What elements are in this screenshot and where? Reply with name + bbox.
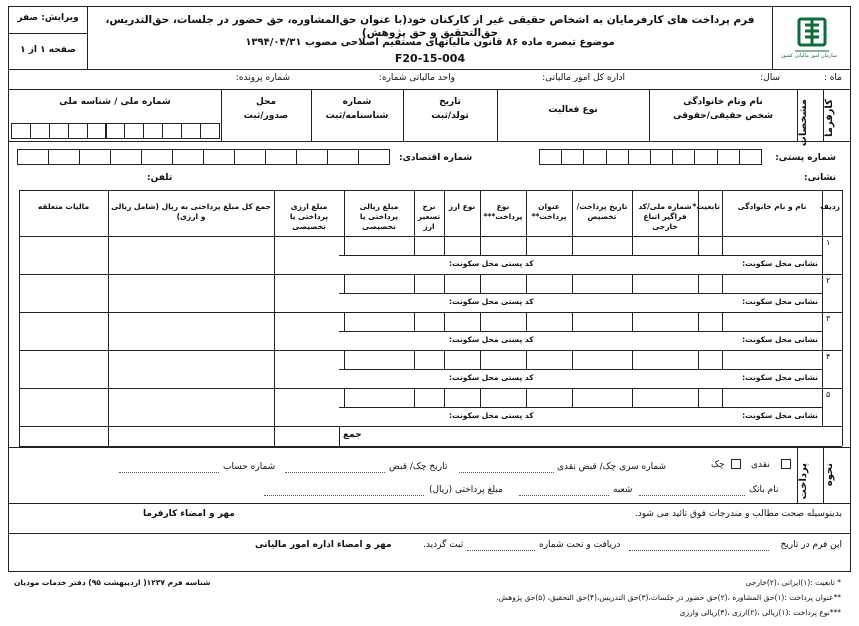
column-header-row: ردیف [820, 202, 840, 211]
cell-divider [572, 312, 573, 331]
postal-code-digit-box[interactable] [672, 149, 695, 165]
footnote-nationality: * تابعیت :(۱)ایرانی ،(۲)خارجی [745, 578, 841, 587]
cell-divider [444, 236, 445, 255]
cell-divider [722, 312, 723, 331]
check-series-field[interactable] [459, 472, 554, 473]
row-bottom [19, 426, 842, 427]
phone-label: تلفن: [147, 173, 173, 183]
national-id-digit-box[interactable] [30, 123, 50, 139]
cell-divider [444, 388, 445, 407]
cell-divider [274, 274, 275, 312]
sum-divider [274, 426, 275, 446]
column-divider [572, 190, 573, 236]
column-divider [722, 190, 723, 236]
cell-divider [344, 312, 345, 331]
column-divider [632, 190, 633, 236]
cell-divider [274, 388, 275, 426]
postal-code-digit-box[interactable] [606, 149, 629, 165]
logo-caption: سازمان امور مالیاتی کشور [781, 53, 837, 59]
cell-divider [108, 236, 109, 274]
payment-side-label-2: پرداخت [798, 463, 809, 500]
economic-code-digit-box[interactable] [327, 149, 359, 165]
cell-divider [526, 274, 527, 293]
cell-divider [108, 388, 109, 426]
header-bottom-line [9, 69, 850, 70]
employer-side-label: کارفرما [824, 99, 835, 138]
postal-code-digit-box[interactable] [739, 149, 762, 165]
postal-code-digit-box[interactable] [717, 149, 740, 165]
cell-divider [698, 274, 699, 293]
cash-label: نقدی [751, 460, 770, 470]
economic-code-digit-box[interactable] [48, 149, 80, 165]
cell-divider [698, 312, 699, 331]
cell-divider [480, 236, 481, 255]
column-header-rial: مبلغ ریالی پرداختی یا تخصیصی [359, 202, 399, 231]
national-id-digit-box[interactable] [11, 123, 31, 139]
economic-code-digit-box[interactable] [296, 149, 328, 165]
national-id-digit-box[interactable] [49, 123, 69, 139]
cell-divider [480, 350, 481, 369]
cell-divider [344, 350, 345, 369]
national-id-digit-box[interactable] [124, 123, 144, 139]
column-divider [444, 190, 445, 236]
cell-divider [632, 236, 633, 255]
table-header-bottom [19, 236, 842, 237]
residence-address-label: نشانی محل سکونت: [742, 335, 818, 344]
cell-divider [274, 236, 275, 274]
national-id-boxes[interactable] [11, 123, 219, 139]
cell-divider [632, 350, 633, 369]
national-id-header: شماره ملی / شناسه ملی [59, 97, 171, 107]
number-header: شماره [342, 97, 372, 107]
column-header-fx: مبلغ ارزی پرداختی یا تخصیصی [289, 202, 329, 231]
cell-divider [108, 350, 109, 388]
column-divider [822, 190, 823, 236]
cell-divider [572, 350, 573, 369]
row-bottom [19, 274, 842, 275]
account-number-label: شماره حساب [223, 462, 276, 472]
cell-divider [274, 312, 275, 350]
bank-name-label: نام بانک [749, 485, 779, 495]
national-id-digit-box[interactable] [143, 123, 163, 139]
column-divider [480, 190, 481, 236]
residence-postal-label: کد پستی محل سکونت: [449, 411, 534, 420]
cell-divider [632, 274, 633, 293]
form-title: فرم پرداخت های کارفرمایان به اشخاص حقیقی غیر از کارکنان خود(با عنوان حق‌المشاوره، حق حضور در جلسات، حق‌التدریس، حق‌التحقیق و حق پژوهش) [105, 14, 755, 39]
postal-code-digit-box[interactable] [561, 149, 584, 165]
row-midline [339, 331, 822, 332]
cell-divider [414, 350, 415, 369]
payment-side-label: نحوه [824, 463, 835, 487]
economic-code-label: شماره اقتصادی: [399, 153, 473, 163]
cell-divider [822, 350, 823, 388]
cell-divider [414, 312, 415, 331]
residence-postal-label: کد پستی محل سکونت: [449, 259, 534, 268]
national-id-digit-box[interactable] [87, 123, 107, 139]
tax-form [8, 6, 851, 572]
cell-divider [108, 274, 109, 312]
cell-divider [526, 236, 527, 255]
economic-code-digit-box[interactable] [17, 149, 49, 165]
receipt-text-3: ثبت گردید. [423, 540, 464, 550]
tax-unit-label: واحد مالیاتی شماره: [378, 73, 455, 83]
residence-postal-label: کد پستی محل سکونت: [449, 297, 534, 306]
residence-address-label: نشانی محل سکونت: [742, 373, 818, 382]
year-label: سال: [760, 73, 780, 83]
check-series-label: شماره سری چک/ قبض نقدی [557, 462, 667, 472]
branch-field[interactable] [519, 495, 609, 496]
cell-divider [822, 312, 823, 350]
table-top [19, 190, 842, 191]
table-right [842, 190, 843, 446]
footnote-payment-title: **عنوان پرداخت :(۱)حق المشاوره ،(۲)حق حضور در جلسات،(۳)حق التدریس،(۴)حق التحقیق، (۵)حق پژوهش. [496, 593, 841, 602]
check-checkbox[interactable] [731, 459, 741, 469]
column-divider [526, 190, 527, 236]
cell-divider [414, 274, 415, 293]
office-seal-label: مهر و امضاء اداره امور مالیاتی [255, 540, 392, 550]
cell-divider [632, 312, 633, 331]
cell-divider [274, 350, 275, 388]
column-header-date: تاریخ پرداخت/تخصیص [576, 202, 628, 221]
cell-divider [698, 236, 699, 255]
economic-code-digit-box[interactable] [110, 149, 142, 165]
row-midline [339, 293, 822, 294]
postal-code-digit-box[interactable] [650, 149, 673, 165]
row-bottom [19, 388, 842, 389]
header-divider-left [87, 7, 88, 69]
column-header-id: شماره ملی/کد فراگیر اتباع خارجی [638, 202, 692, 231]
economic-code-digit-box[interactable] [265, 149, 297, 165]
cell-divider [572, 388, 573, 407]
column-header-currency: نوع ارز [448, 202, 476, 211]
row-midline [339, 407, 822, 408]
cell-divider [822, 274, 823, 312]
bank-name-field[interactable] [639, 495, 745, 496]
national-id-digit-box[interactable] [106, 123, 126, 139]
row-midline [339, 369, 822, 370]
cell-divider [344, 274, 345, 293]
cell-divider [480, 274, 481, 293]
cell-divider [698, 350, 699, 369]
tax-office-label: اداره کل امور مالیاتی: [542, 73, 625, 83]
cell-divider [480, 312, 481, 331]
check-label: چک [711, 460, 725, 470]
economic-code-digit-box[interactable] [358, 149, 390, 165]
column-header-type: نوع پرداخت*** [483, 202, 523, 221]
cell-divider [526, 388, 527, 407]
cell-divider [444, 274, 445, 293]
payees-table [19, 190, 842, 440]
sum-divider [339, 426, 340, 446]
column-header-tax: مالیات متعلقه [37, 202, 90, 211]
form-code: F20-15-004 [394, 52, 466, 65]
employer-side-label-2: مشخصات [798, 99, 809, 147]
column-divider [414, 190, 415, 236]
cell-divider [722, 350, 723, 369]
cell-divider [444, 312, 445, 331]
row-midline [339, 255, 822, 256]
row-bottom [19, 312, 842, 313]
cell-divider [722, 388, 723, 407]
residence-address-label: نشانی محل سکونت: [742, 259, 818, 268]
form-subtitle: موضوع تبصره ماده ۸۶ قانون مالیاتهای مستقیم اصلاحی مصوب ۱۳۹۴/۰۴/۳۱ [245, 37, 615, 48]
economic-code-digit-box[interactable] [172, 149, 204, 165]
cell-divider [414, 388, 415, 407]
file-number-label: شماره پرونده: [235, 73, 290, 83]
postal-code-digit-box[interactable] [583, 149, 606, 165]
cell-divider [414, 236, 415, 255]
account-number-field[interactable] [119, 472, 219, 473]
number-subheader: شناسنامه/ثبت [325, 111, 389, 121]
column-divider [698, 190, 699, 236]
confirm-text: بدینوسیله صحت مطالب و مندرجات فوق تائید می شود. [634, 509, 842, 519]
page-indicator: صفحه ۱ از ۱ [20, 45, 76, 55]
cell-divider [722, 236, 723, 255]
place-header: محل [255, 97, 277, 107]
employer-seal-label: مهر و امضاء کارفرما [143, 509, 235, 519]
amount-field[interactable] [264, 495, 424, 496]
column-header-nationality: تابعیت* [692, 202, 720, 211]
postal-code-label: شماره پستی: [775, 153, 836, 163]
header-divider-right [772, 7, 773, 69]
table-left [19, 190, 20, 446]
cell-divider [822, 388, 823, 426]
residence-postal-label: کد پستی محل سکونت: [449, 335, 534, 344]
residence-address-label: نشانی محل سکونت: [742, 411, 818, 420]
residence-postal-label: کد پستی محل سکونت: [449, 373, 534, 382]
economic-code-boxes[interactable] [17, 149, 389, 165]
cell-divider [344, 388, 345, 407]
economic-code-digit-box[interactable] [234, 149, 266, 165]
cell-divider [108, 312, 109, 350]
national-id-digit-box[interactable] [162, 123, 182, 139]
row-bottom [19, 350, 842, 351]
row-number: ۱ [826, 238, 831, 247]
cell-divider [444, 350, 445, 369]
national-id-digit-box[interactable] [200, 123, 220, 139]
column-header-name: نام و نام خانوادگی [737, 202, 807, 211]
cell-divider [344, 236, 345, 255]
check-date-label: تاریخ چک/ قبض [389, 462, 448, 472]
check-date-field[interactable] [285, 472, 385, 473]
cell-divider [722, 274, 723, 293]
amount-label: مبلغ پرداختی (ریال) [429, 485, 503, 495]
branch-label: شعبه [613, 485, 633, 495]
row-number: ۴ [826, 352, 831, 361]
cell-divider [698, 388, 699, 407]
cell-divider [572, 274, 573, 293]
receipt-text-1: این فرم در تاریخ [780, 540, 842, 550]
address-label: نشانی: [803, 173, 836, 183]
receipt-text-2: دریافت و تحت شماره [539, 540, 621, 550]
sum-label: جمع [343, 430, 362, 440]
economic-code-digit-box[interactable] [203, 149, 235, 165]
national-id-digit-box[interactable] [181, 123, 201, 139]
column-divider [274, 190, 275, 236]
tax-org-logo [781, 15, 837, 61]
postal-code-boxes[interactable] [539, 149, 761, 165]
receipt-number-field[interactable] [467, 550, 535, 551]
postal-code-digit-box[interactable] [628, 149, 651, 165]
employer-name-subheader: شخص حقیقی/حقوقی [673, 111, 773, 121]
version-label: ویرایش: صفر [17, 13, 79, 23]
cell-divider [480, 388, 481, 407]
row-number: ۲ [826, 276, 831, 285]
postal-code-digit-box[interactable] [539, 149, 562, 165]
economic-code-digit-box[interactable] [79, 149, 111, 165]
month-label: ماه : [823, 73, 842, 83]
row-number: ۵ [826, 390, 831, 399]
form-id-footer: شناسه فرم ۱۲۳۷( اردیبهشت ۹۵) دفتر خدمات مودیان [14, 578, 211, 587]
cell-divider [822, 236, 823, 274]
cell-divider [572, 236, 573, 255]
date-subheader: تولد/ثبت [431, 111, 469, 121]
receipt-date-field[interactable] [629, 550, 769, 551]
row-number: ۳ [826, 314, 831, 323]
column-header-total: جمع کل مبلغ پرداختی به ریال (شامل ریالی و ارزی) [111, 202, 271, 221]
footnote-payment-type: ***نوع پرداخت :(۱)ریالی ،(۲)ارزی ،(۳)ریالی وارزی [679, 608, 841, 617]
cell-divider [632, 388, 633, 407]
cell-divider [526, 312, 527, 331]
date-header: تاریخ [439, 97, 461, 107]
column-divider [108, 190, 109, 236]
cash-checkbox[interactable] [781, 459, 791, 469]
national-id-digit-box[interactable] [68, 123, 88, 139]
postal-code-digit-box[interactable] [694, 149, 717, 165]
column-header-rate: نرخ تسعیر ارز [417, 202, 441, 231]
column-divider [344, 190, 345, 236]
economic-code-digit-box[interactable] [141, 149, 173, 165]
employer-name-header: نام ونام خانوادگی [683, 97, 763, 107]
residence-address-label: نشانی محل سکونت: [742, 297, 818, 306]
sum-divider [108, 426, 109, 446]
place-subheader: صدور/ثبت [243, 111, 289, 121]
column-header-title: عنوان پرداخت** [531, 202, 567, 221]
cell-divider [526, 350, 527, 369]
activity-header: نوع فعالیت [548, 105, 598, 115]
